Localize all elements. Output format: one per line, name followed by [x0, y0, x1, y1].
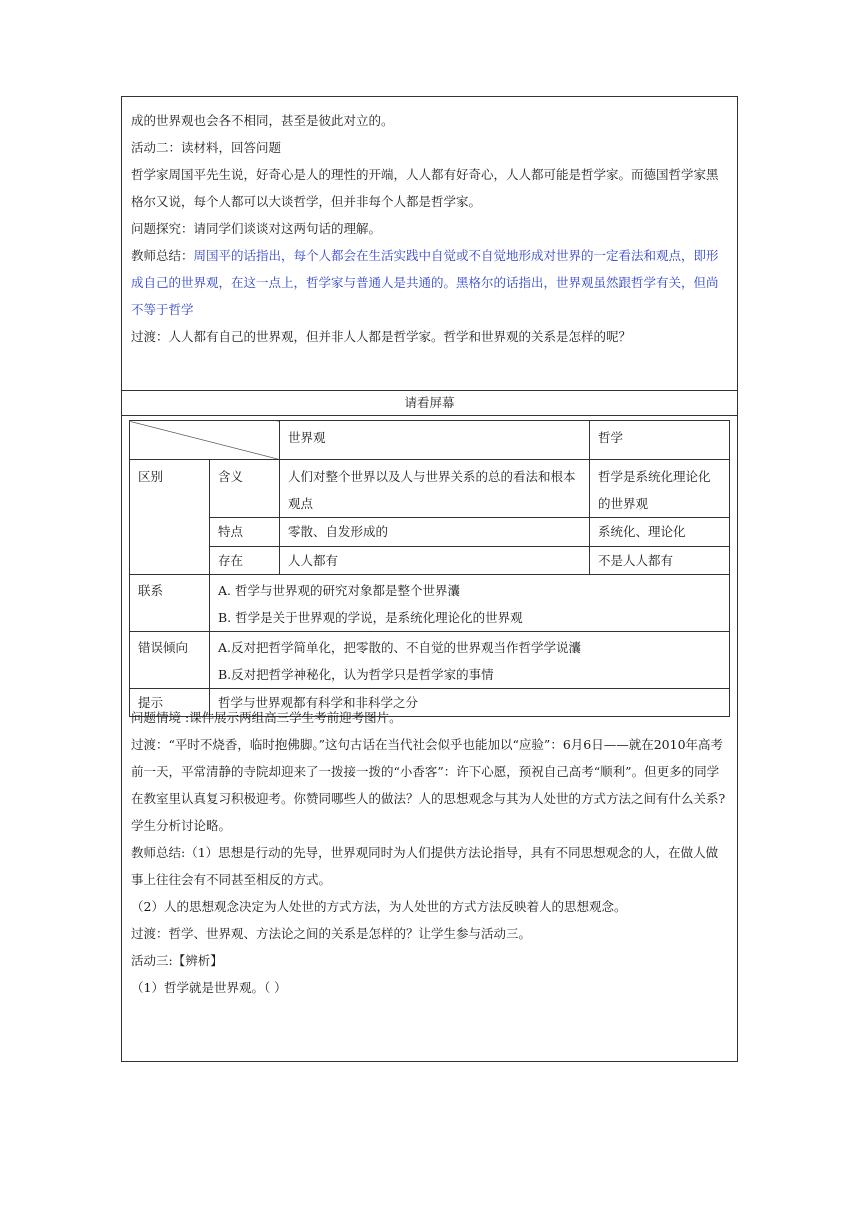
lesson-section-situation [122, 700, 737, 1001]
connection-b: B. 哲学是关于世界观的学说，是系统化理论化的世界观 [218, 610, 523, 625]
worldview-existence: 人人都有 [280, 547, 590, 575]
error-content [210, 632, 730, 689]
connection-content [210, 575, 730, 632]
table-row [130, 547, 730, 575]
teacher-summary-text: 周国平的话指出，每个人都会在生活实践中自觉或不自觉地形成对世界的一定看法和观点，即形成自己的世界观，在这一点上，哲学家与普通人是共通的。黑格尔的话指出，世界观虽然跟哲学有关，但尚不等于哲学 [131, 248, 719, 317]
worldview-feature: 零散、自发形成的 [280, 518, 590, 547]
activity3-title: 活动三:【辨析】 [131, 953, 223, 968]
aspect-existence: 存在 [210, 547, 280, 575]
tip-label: 提示 [130, 689, 210, 717]
header-philosophy: 哲学 [590, 421, 730, 460]
summary2-line: （2）人的思想观念决定为人处世的方式方法，为人处世的方式方法反映着人的思想观念。 [131, 899, 627, 914]
worldview-meaning: 人们对整个世界以及人与世界关系的总的看法和根本观点 [280, 460, 590, 518]
diagonal-header-cell [130, 421, 280, 460]
transition-line: 过渡：人人都有自己的世界观，但并非人人都是哲学家。哲学和世界观的关系是怎样的呢？ [131, 329, 632, 344]
quote-paragraph: 哲学家周国平先生说，好奇心是人的理性的开端，人人都有好奇心，人人都可能是哲学家。而德国哲学家黑格尔又说，每个人都可以大谈哲学，但并非每个人都是哲学家。 [131, 167, 719, 209]
transition2-paragraph: 过渡：“平时不烧香，临时抱佛脚。”这句古话在当代社会似乎也能加以“应验”：6月6日——就在2010年高考前一天，平常清静的寺院却迎来了一拨接一拨的“小香客”：许下心愿，预祝自己高考“顺利”。但更多的同学在教室里认真复习积极迎考。你赞同哪些人的做法？人的思想观念与其为人处世的方式方法之间有什么关系? [131, 737, 726, 806]
error-b: B.反对把哲学神秘化，认为哲学只是哲学家的事情 [218, 667, 494, 682]
aspect-meaning: 含义 [210, 460, 280, 518]
screen-title: 请看屏幕 [122, 391, 737, 416]
comparison-table [129, 420, 730, 717]
inquiry-line: 问题探究：请同学们谈谈对这两句话的理解。 [131, 221, 382, 236]
table-row [130, 460, 730, 518]
connection-label: 联系 [130, 575, 210, 632]
situation-line: 问题情境 :课件展示两组高三学生考前迎考图片。 [131, 710, 402, 725]
table-header-row [130, 421, 730, 460]
philosophy-feature: 系统化、理论化 [590, 518, 730, 547]
error-label: 错误倾向 [130, 632, 210, 689]
teacher-summary [131, 242, 728, 323]
header-worldview: 世界观 [280, 421, 590, 460]
table-row-errors [130, 632, 730, 689]
aspect-feature: 特点 [210, 518, 280, 547]
tip-content: 哲学与世界观都有科学和非科学之分 [210, 689, 730, 717]
philosophy-existence: 不是人人都有 [590, 547, 730, 575]
lesson-section-activity2 [122, 97, 737, 391]
document-frame [121, 96, 738, 1062]
table-row-connection [130, 575, 730, 632]
philosophy-meaning: 哲学是系统化理论化的世界观 [590, 460, 730, 518]
question-item-1: （1）哲学就是世界观。（ ） [131, 980, 287, 995]
discussion-line: 学生分析讨论略。 [131, 818, 232, 833]
intro-line: 成的世界观也会各不相同，甚至是彼此对立的。 [131, 113, 394, 128]
difference-label: 区别 [130, 460, 210, 575]
transition3-line: 过渡：哲学、世界观、方法论之间的关系是怎样的？让学生参与活动三。 [131, 926, 532, 941]
teacher-summary-label: 教师总结： [131, 248, 194, 263]
table-row [130, 518, 730, 547]
activity2-title: 活动二：读材料，回答问题 [131, 140, 282, 155]
error-a: A.反对把哲学简单化，把零散的、不自觉的世界观当作哲学学说灢 [218, 640, 582, 655]
summary1-paragraph: 教师总结:（1）思想是行动的先导，世界观同时为人们提供方法论指导，具有不同思想观念的人，在做人做事上往往会有不同甚至相反的方式。 [131, 845, 719, 887]
connection-a: A. 哲学与世界观的研究对象都是整个世界灢 [218, 583, 460, 598]
